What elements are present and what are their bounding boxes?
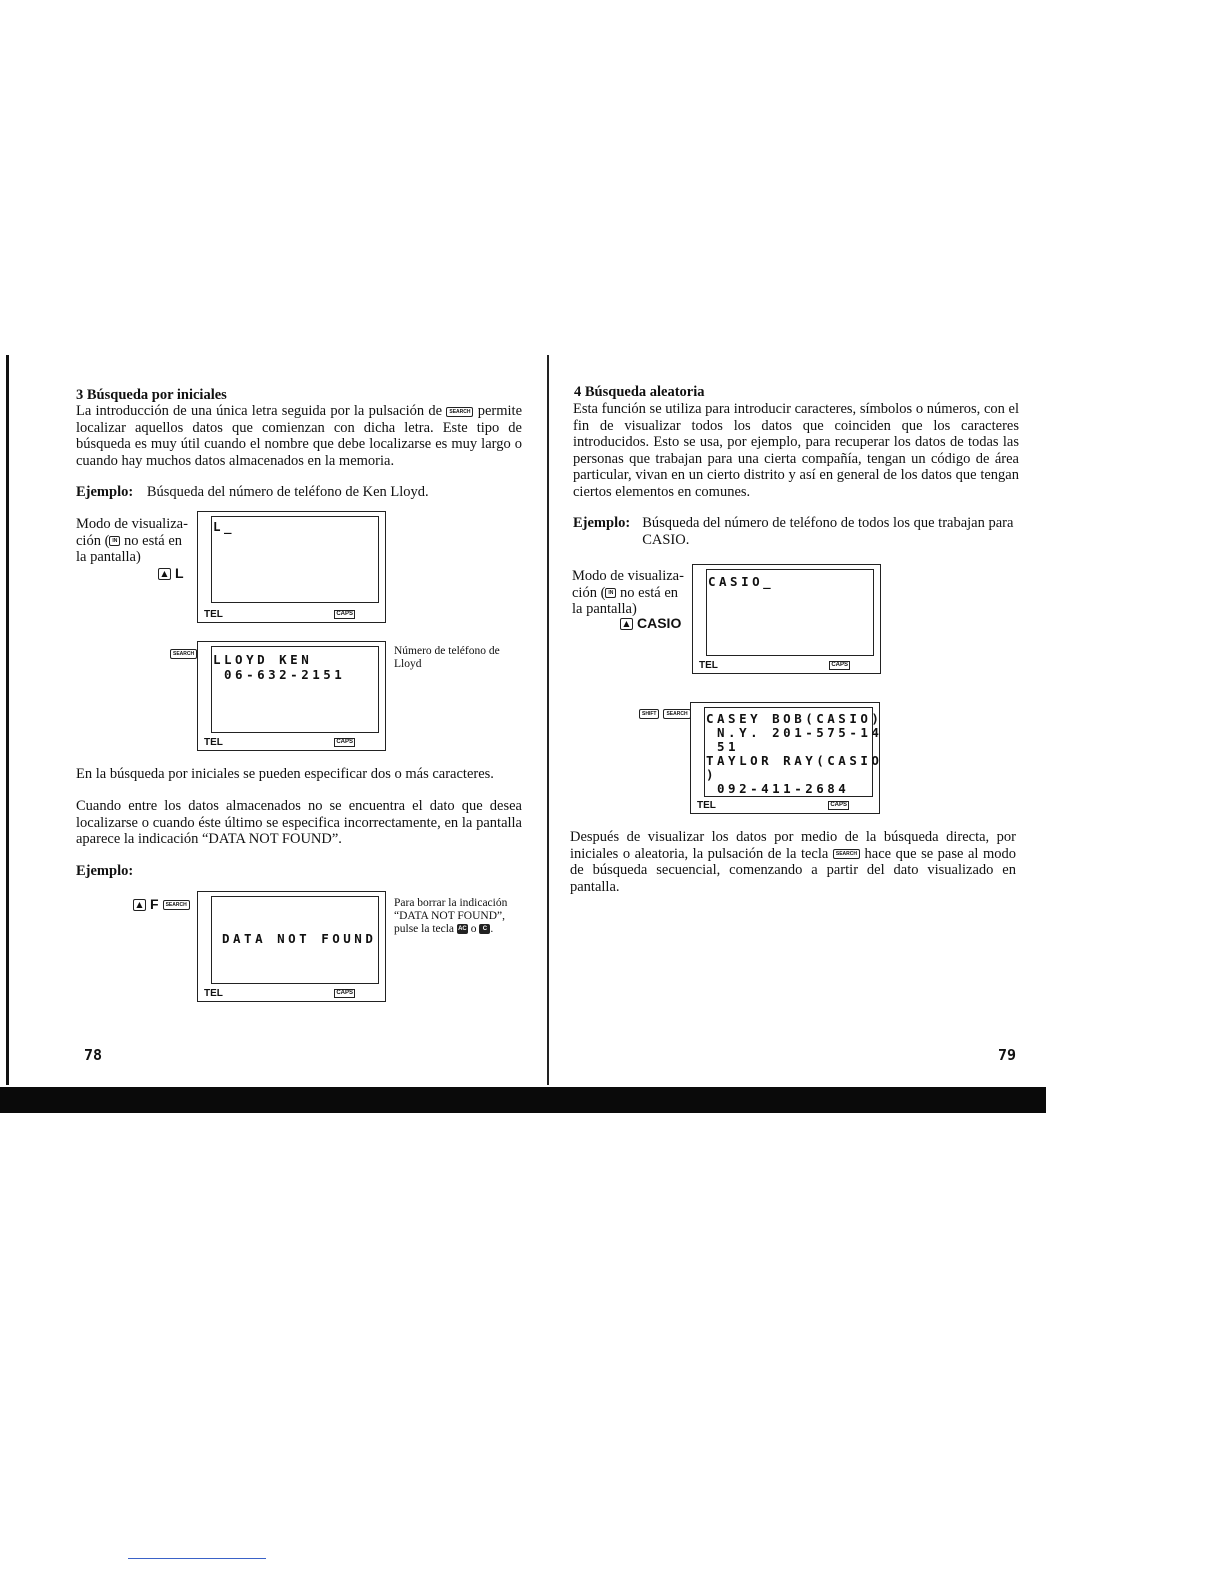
lcd-screen-1	[197, 511, 386, 623]
lcd-screen-2	[197, 641, 386, 751]
keystroke-2-right	[639, 705, 691, 723]
shift-up-icon: ▲	[620, 618, 633, 630]
mode-line-3: la pantalla)	[572, 601, 637, 617]
in-key-icon: IN	[605, 588, 616, 598]
section-heading-4: 4 Búsqueda aleatoria	[574, 384, 705, 400]
ac-key-icon: AC	[458, 926, 467, 933]
lcd-line-1: CASEY BOB(CASIO)	[706, 711, 883, 726]
f-key: F	[150, 896, 159, 912]
phone-note: Número de teléfono de Lloyd	[394, 645, 500, 670]
shift-up-icon: ▲	[133, 899, 146, 911]
example2-label: Ejemplo:	[76, 863, 134, 879]
tel-indicator: TEL	[204, 609, 223, 620]
paragraph-not-found: Cuando entre los datos almacenados no se encuentra el dato que desea localizarse o cuando éste último se especifica incorrectamente, en la pantalla aparece la indicación “DATA NOT FOUND”.	[76, 798, 522, 847]
mode-note-right	[572, 568, 692, 618]
lcd-not-found: DATA NOT FOUND	[222, 931, 377, 946]
casio-key: CASIO	[637, 615, 682, 631]
example-text: Búsqueda del número de teléfono de todos los que trabajan para CASIO.	[642, 515, 1014, 548]
example-line-right	[573, 515, 1019, 548]
left-edge-bar	[6, 355, 9, 1085]
search-key-icon: SEARCH	[663, 709, 690, 719]
search-key-icon: SEARCH	[163, 900, 190, 910]
lcd-screen-4	[692, 564, 881, 674]
in-key-icon: IN	[109, 536, 120, 546]
intro-paragraph-right: Esta función se utiliza para introducir caracteres, símbolos o números, con el fin de visualizar todos los datos que coinciden que los caracteres introducidos. Esto se usa, por ejemplo, para recuperar los datos de todas las personas que trabajan para una cierta compañía, tengan un código de área particular, vivan en un cierto distrito y así en general de los datos que tengan ciertos elementos en comunes.	[573, 401, 1019, 500]
intro-after: permite localizar aquellos datos que comienzan con dicha letra. Este tipo de búsqueda es muy útil cuando el nombre que debe localizarse es muy largo o cuando hay muchos datos almacenados en la memoria.	[76, 403, 523, 469]
lcd-line-1: LLOYD KEN	[213, 652, 313, 667]
keystroke-2-left	[133, 896, 190, 914]
example-line-left	[76, 484, 429, 501]
caps-indicator: CAPS	[831, 662, 848, 668]
center-divider	[547, 355, 549, 1085]
lcd-line-2: N.Y. 201-575-14	[706, 725, 883, 740]
mode-line-3: la pantalla)	[76, 549, 141, 565]
intro-paragraph-left	[76, 403, 522, 469]
lcd-line-5: )	[706, 767, 718, 782]
keystroke-1-right	[620, 615, 681, 633]
clear-note: Para borrar la indicación “DATA NOT FOUND”, pulse la tecla AC o C .	[394, 897, 508, 935]
mode-line-1: Modo de visualiza-	[572, 568, 684, 584]
mode-note-left	[76, 516, 196, 566]
search-key-icon: SEARCH	[446, 407, 473, 417]
example-label: Ejemplo:	[573, 515, 631, 531]
lcd-line-2: 06-632-2151	[213, 667, 346, 682]
paragraph-two-or-more: En la búsqueda por iniciales se pueden especificar dos o más caracteres.	[76, 766, 494, 782]
bottom-black-bar	[0, 1087, 1046, 1113]
search-key-icon: SEARCH	[833, 849, 860, 859]
shift-key-icon: SHIFT	[639, 709, 659, 719]
caps-indicator: CAPS	[336, 990, 353, 996]
caps-indicator: CAPS	[830, 802, 847, 808]
tel-indicator: TEL	[699, 660, 718, 671]
mode-line-1: Modo de visualiza-	[76, 516, 188, 532]
lcd-line-3: 51	[706, 739, 740, 754]
lcd-line-6: 092-411-2684	[706, 781, 850, 796]
lcd-text: CASIO_	[708, 574, 775, 589]
example-text: Búsqueda del número de teléfono de Ken Lloyd.	[146, 484, 429, 500]
tel-indicator: TEL	[697, 800, 716, 811]
section-heading-3: 3 Búsqueda por iniciales	[76, 387, 227, 403]
lcd-screen-5	[690, 702, 883, 814]
mode-line-2: ción ( IN no está en	[76, 532, 183, 549]
lcd-line-4: TAYLOR RAY(CASIO	[706, 753, 883, 768]
tel-indicator: TEL	[204, 988, 223, 999]
c-key-icon: C	[479, 924, 490, 934]
search-key-left	[170, 645, 197, 663]
mode-line-2: ción ( IN no está en	[572, 584, 679, 601]
lcd-text: L_	[213, 519, 236, 534]
intro-before: La introducción de una única letra seguida por la pulsación de	[76, 403, 443, 419]
lcd-screen-3	[197, 891, 386, 1002]
page-number-left: 78	[84, 1046, 103, 1064]
page-number-right: 79	[998, 1046, 1017, 1064]
keystroke-1-left	[158, 565, 184, 583]
bottom-edge-line	[128, 1558, 266, 1559]
shift-up-icon: ▲	[158, 568, 171, 580]
tel-indicator: TEL	[204, 737, 223, 748]
closing-paragraph-right: Después de visualizar los datos por medio de la búsqueda directa, por iniciales o aleatoria, la pulsación de la tecla SEARCH hace que se pase al modo de búsqueda secuencial, comenzando a partir del dato visualizado en pantalla.	[570, 829, 1016, 895]
letter-key: L	[175, 565, 184, 581]
search-key-icon: SEARCH	[170, 649, 197, 659]
caps-indicator: CAPS	[336, 739, 353, 745]
caps-indicator: CAPS	[336, 611, 353, 617]
example-label: Ejemplo:	[76, 484, 134, 500]
